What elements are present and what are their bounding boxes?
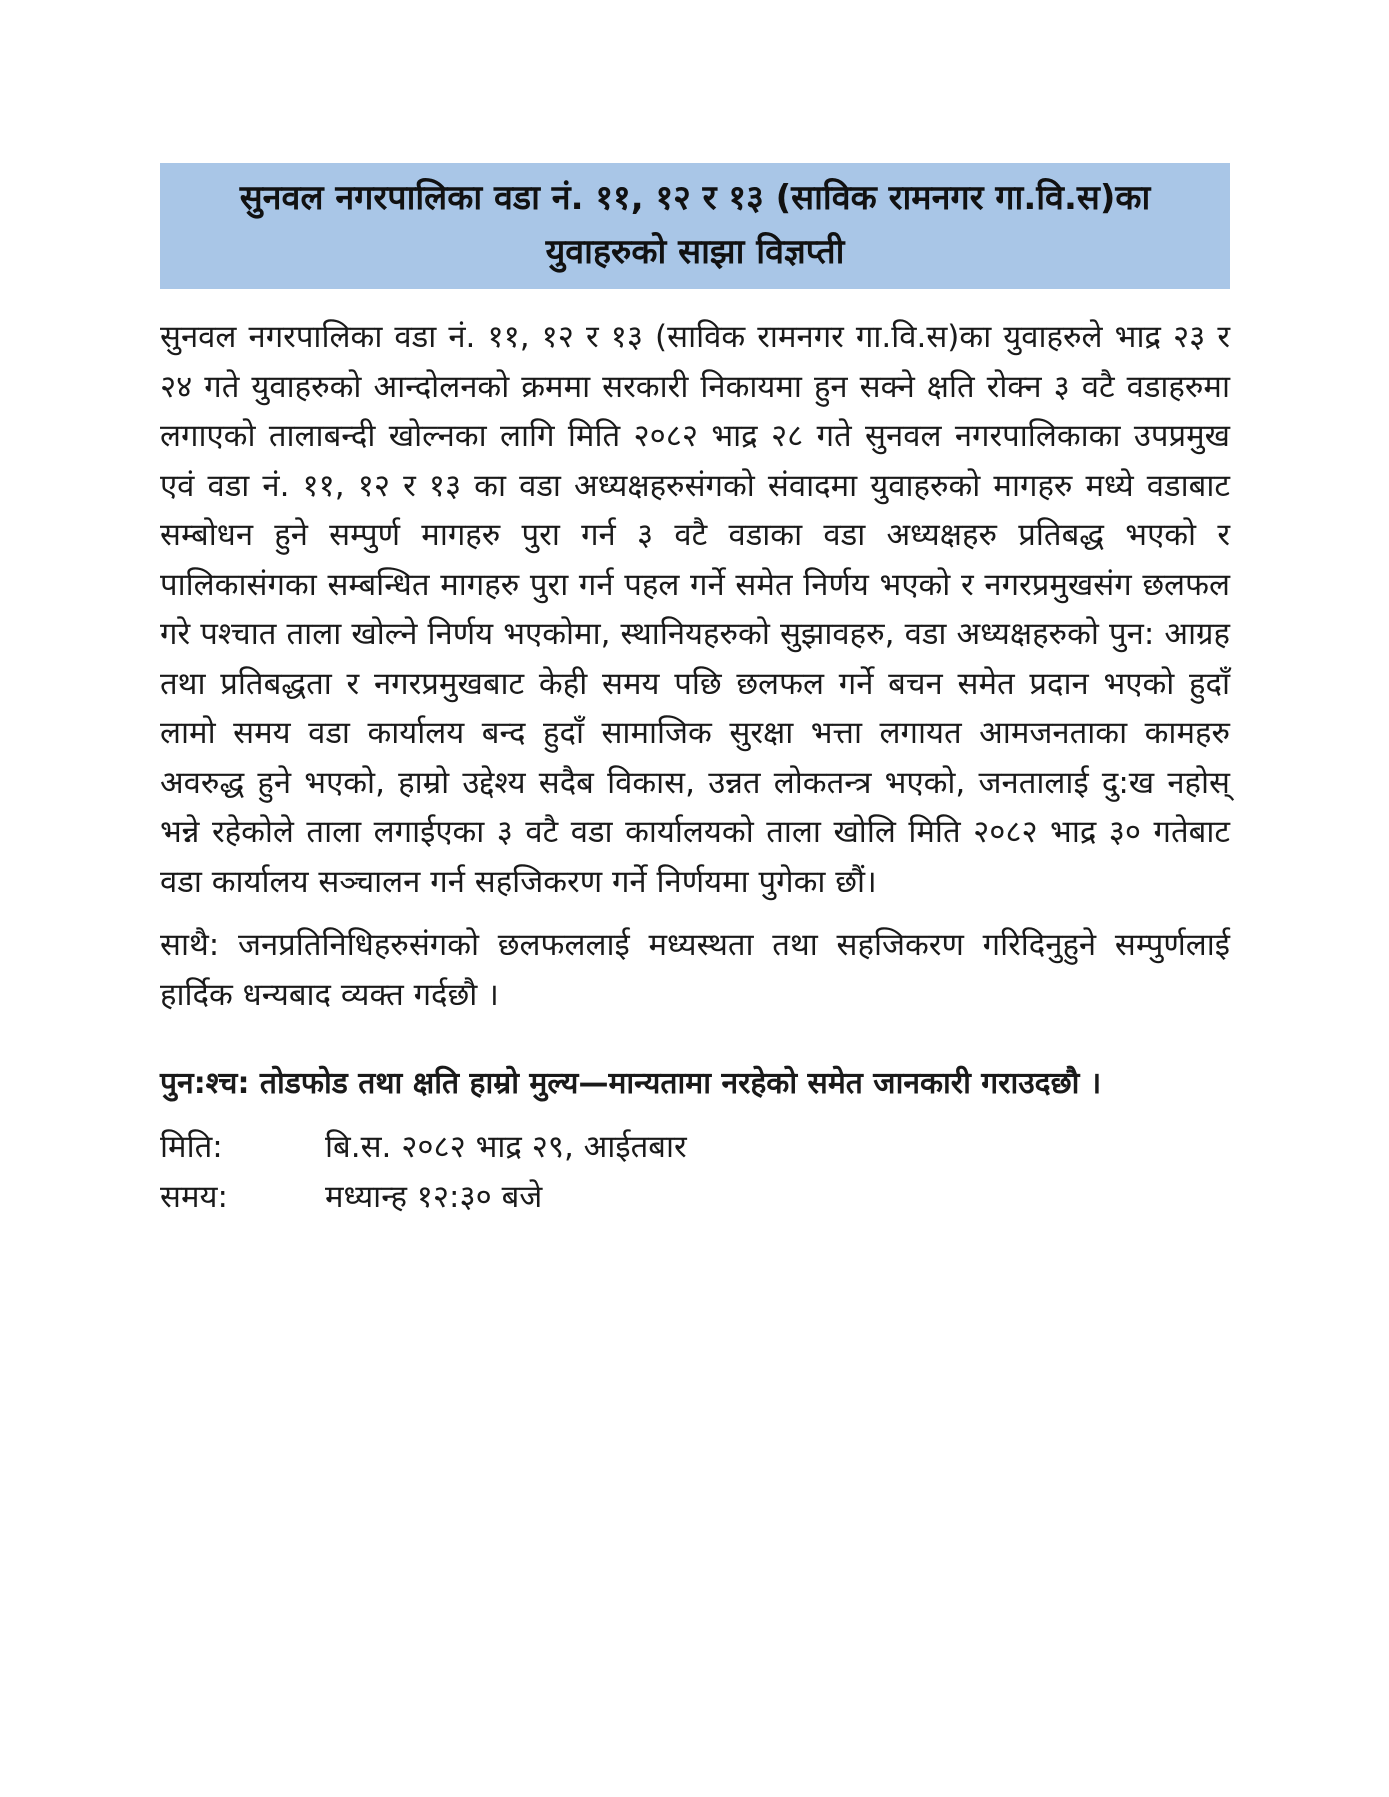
title-line-2: युवाहरुको साझा विज्ञप्ती <box>545 232 845 272</box>
date-value: बि.स. २०८२ भाद्र २९, आईतबार <box>325 1129 687 1165</box>
date-row <box>160 1122 1230 1172</box>
thanks-paragraph: साथै: जनप्रतिनिधिहरुसंगको छलफललाई मध्यस्थता तथा सहजिकरण गरिदिनुहुने सम्पुर्णलाई हार्दिक धन्यबाद व्यक्त गर्दछौ । <box>160 927 1230 1013</box>
postscript: पुन:श्च: तोडफोड तथा क्षति हाम्रो मुल्य—मान्यतामा नरहेको समेत जानकारी गराउदछौ । <box>160 1066 1102 1101</box>
date-label: मिति: <box>160 1129 223 1165</box>
title-banner <box>160 163 1230 289</box>
title-line-1: सुनवल नगरपालिका वडा नं. ११, १२ र १३ (साविक रामनगर गा.वि.स)का <box>239 178 1151 218</box>
time-value: मध्यान्ह १२:३० बजे <box>325 1179 543 1215</box>
press-release-document <box>160 163 1230 1222</box>
time-row <box>160 1172 1230 1222</box>
main-paragraph: सुनवल नगरपालिका वडा नं. ११, १२ र १३ (साविक रामनगर गा.वि.स)का युवाहरुले भाद्र २३ र २४ गते युवाहरुको आन्दोलनको क्रममा सरकारी निकायमा हुन सक्ने क्षति रोक्न ३ वटै वडाहरुमा लगाएको तालाबन्दी खोल्नका लागि मिति २०८२ भाद्र २८ गते सुनवल नगरपालिकाका उपप्रमुख एवं वडा नं. ११, १२ र १३ का वडा अध्यक्षहरुसंगको संवादमा युवाहरुको मागहरु मध्ये वडाबाट सम्बोधन हुने सम्पुर्ण मागहरु पुरा गर्न ३ वटै वडाका वडा अध्यक्षहरु प्रतिबद्ध भएको र पालिकासंगका सम्बन्धित मागहरु पुरा गर्न पहल गर्ने समेत निर्णय भएको र नगरप्रमुखसंग छलफल गरे पश्चात ताला खोल्ने निर्णय भएकोमा, स्थानियहरुको सुझावहरु, वडा अध्यक्षहरुको पुन: आग्रह तथा प्रतिबद्धता र नगरप्रमुखबाट केही समय पछि छलफल गर्ने बचन समेत प्रदान भएको हुदाँ लामो समय वडा कार्यालय बन्द हुदाँ सामाजिक सुरक्षा भत्ता लगायत आमजनताका कामहरु अवरुद्ध हुने भएको, हाम्रो उद्देश्य सदैब विकास, उन्नत लोकतन्त्र भएको, जनतालाई दु:ख नहोस् भन्ने रहेकोले ताला लगाईएका ३ वटै वडा कार्यालयको ताला खोलि मिति २०८२ भाद्र ३० गतेबाट वडा कार्यालय सञ्चालन गर्न सहजिकरण गर्ने निर्णयमा पुगेका छौं। <box>160 319 1230 900</box>
time-label: समय: <box>160 1179 228 1215</box>
